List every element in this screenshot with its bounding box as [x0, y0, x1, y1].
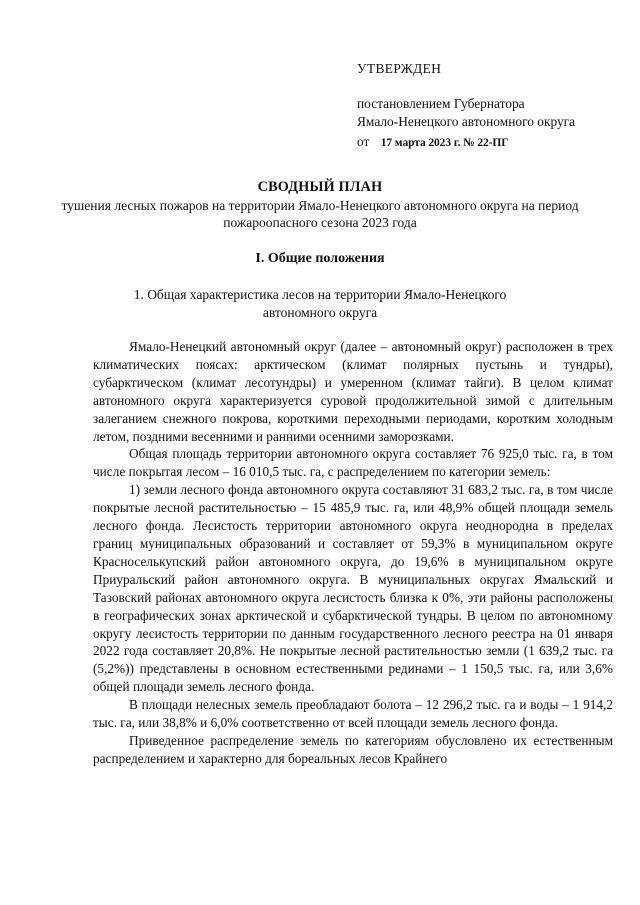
approval-from-label: от — [357, 134, 370, 149]
document-body — [93, 338, 613, 768]
approval-signed-date: 17 марта 2023 г. № 22-ПГ — [380, 137, 509, 149]
approval-date-line — [357, 133, 627, 152]
approval-heading: УТВЕРЖДЕН — [357, 61, 442, 76]
paragraph: 1) земли лесного фонда автономного округа составляют 31 683,2 тыс. га, в том числе покрытые лесной растительностью – 15 485,9 тыс. га, или 48,9% общей площади земель лесного фонда. Лесистость территории автономного округа неоднородна в пределах границ муниципальных образований и составляет от 59,3% в муниципальном округе Красноселькупский район автономного округа, до 19,6% в муниципальном округе Приуральский район автономного округа. В муниципальных округах Ямальский и Тазовский районах автономного округа лесистость близка к 0%, эти районы расположены в географических зонах арктической и субарктической тундры. В целом по автономному округу лесистость территории по данным государственного лесного реестра на 01 января 2022 года составляет 20,8%. Не покрытые лесной растительностью земли (1 639,2 тыс. га (5,2%)) представлены в основном естественными рединами – 1 150,5 тыс. га, или 3,6% общей площади земель лесного фонда. — [93, 482, 613, 695]
paragraph: Ямало-Ненецкий автономный округ (далее – автономный округ) расположен в трех климатических поясах: арктическом (климат полярных пустынь и тундры), субарктическом (климат лесотундры) и умеренном (климат тайги). В целом климат автономного округа характеризуется суровой продолжительной зимой с длительным залеганием снежного покрова, короткими переходными периодами, коротким холодным летом, поздними весенними и ранними осенними заморозками. — [93, 339, 613, 444]
document-title: СВОДНЫЙ ПЛАН — [257, 179, 383, 195]
approval-block — [357, 60, 627, 152]
document-headings — [60, 179, 580, 321]
approval-authority: постановлением Губернатора — [357, 96, 525, 111]
document-subtitle: тушения лесных пожаров на территории Ямало-Ненецкого автономного округа на период пожароопасного сезона 2023 года — [61, 197, 579, 230]
subsection-title: 1. Общая характеристика лесов на территории Ямало-Ненецкого автономного округа — [133, 287, 507, 320]
paragraph: Общая площадь территории автономного округа составляет 76 925,0 тыс. га, в том числе покрытая лесом – 16 010,5 тыс. га, с распределением по категории земель: — [93, 446, 613, 480]
paragraph: Приведенное распределение земель по категориям обусловлено их естественным распределением и характерно для бореальных лесов Крайнего — [93, 732, 613, 766]
section-title: I. Общие положения — [255, 250, 385, 266]
approval-region: Ямало-Ненецкого автономного округа — [357, 114, 576, 129]
paragraph: В площади нелесных земель преобладают болота – 12 296,2 тыс. га и воды – 1 914,2 тыс. га, или 38,8% и 6,0% соответственно от всей площади земель лесного фонда. — [93, 697, 613, 731]
